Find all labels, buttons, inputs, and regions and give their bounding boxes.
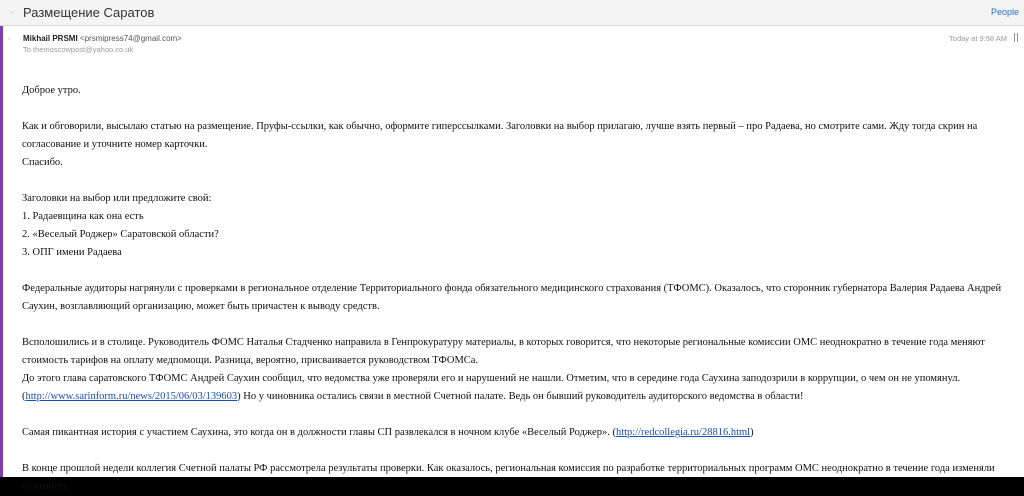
message-header [8, 33, 1018, 59]
message-body [22, 82, 1012, 496]
unread-accent-bar [0, 26, 3, 477]
title-bar [0, 0, 1024, 26]
paragraph: Как и обговорили, высылаю статью на размещение. Пруфы-ссылки, как обычно, оформите гиперссылками. Заголовки на выбор прилагаю, лучше взять первый – про Радаева, но смотрите сами. Жду тогда скрин на согласование и уточните номер карточки. [22, 121, 978, 150]
more-options-icon[interactable] [1014, 33, 1018, 42]
paragraph: До этого глава саратовского ТФОМС Андрей Саухин сообщил, что ведомства уже проверяли его и нарушений не нашли. Отметим, что в середине года Саухина заподозрили в коррупции, о чем он не упомянул. (http://www.sarinform.ru/news/2015/06/03/139603) Но у чиновника остались связи в местной Счетной палате. Ведь он бывший руководитель аудиторского ведомства в области! [22, 373, 961, 402]
greeting: Доброе утро. [22, 85, 81, 96]
thanks: Спасибо. [22, 157, 63, 168]
paragraph: В конце прошлой недели коллегия Счетной палаты РФ рассмотрела результаты проверки. Как оказалось, региональная комиссия по разработке территориальных программ ОМС неоднократно в течение года изменяли стоимость [22, 463, 995, 492]
paragraph: Всполошились и в столице. Руководитель ФОМС Наталья Стадченко направила в Генпрокуратуру материалы, в которых говорится, что некоторые региональные комиссии ОМС неоднократно в течение года меняют стоимость тарифов на оплату медпомощи. Разница, вероятно, присваивается руководством ТФОМСа. [22, 337, 985, 366]
source-link[interactable]: http://redcollegia.ru/28816.html [615, 427, 751, 438]
recipient: To themoscowpost@yahoo.co.uk [23, 45, 134, 54]
thread-subject: Размещение Саратов [23, 5, 155, 20]
message-time: Today at 9:58 AM [949, 34, 1007, 43]
headline-item: 2. «Веселый Роджер» Саратовской области? [22, 229, 219, 240]
collapse-thread-icon[interactable]: ◦ [10, 7, 14, 17]
headline-item: 1. Радаевщина как она есть [22, 211, 144, 222]
people-button[interactable]: People [990, 7, 1019, 17]
sender-name: Mikhail PRSMI [23, 34, 78, 43]
sender[interactable] [23, 34, 182, 43]
paragraph: Федеральные аудиторы нагрянули с проверками в региональное отделение Территориального фонда обязательного медицинского страхования (ТФОМС). Оказалось, что сторонник губернатора Валерия Радаева Андрей Саухин, возглавляющий организацию, может быть причастен к выводу средств. [22, 283, 1002, 312]
paragraph: Самая пикантная история с участием Саухина, это когда он в должности главы СП развлекался в ночном клубе «Веселый Роджер». (http://redcollegia.ru/28816.html) [22, 427, 754, 438]
headlines-intro: Заголовки на выбор или предложите свой: [22, 193, 212, 204]
sender-email: <prsmipress74@gmail.com> [79, 34, 182, 43]
headline-item: 3. ОПГ имени Радаева [22, 247, 122, 258]
source-link[interactable]: http://www.sarinform.ru/news/2015/06/03/139603 [25, 391, 238, 402]
collapse-message-icon[interactable]: ◦ [8, 34, 11, 43]
